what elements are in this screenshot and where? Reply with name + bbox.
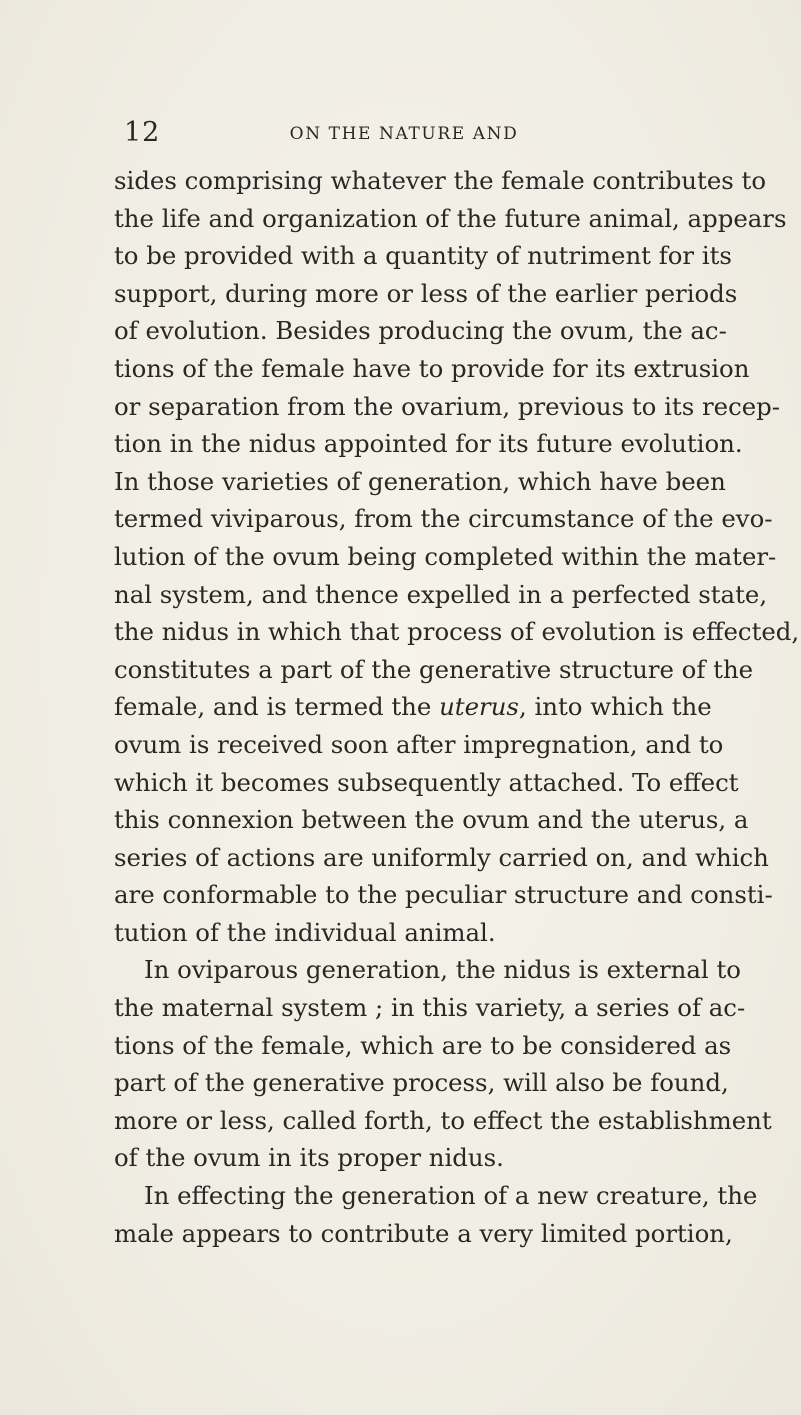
text-line: termed viviparous, from the circumstance of the evo-	[114, 504, 773, 534]
text-line: the life and organization of the future animal, appears	[114, 203, 787, 233]
text-line: series of actions are uniformly carried on, and which	[114, 842, 769, 872]
text-line-with-italic	[114, 688, 712, 726]
text-line: or separation from the ovarium, previous to its recep-	[114, 391, 781, 421]
text-line: support, during more or less of the earlier periods	[114, 278, 738, 308]
text-line: are conformable to the peculiar structure and consti-	[114, 880, 773, 910]
text-line: sides comprising whatever the female contributes to	[114, 166, 767, 195]
italic-term-uterus: uterus	[439, 692, 519, 722]
text-line: tion in the nidus appointed for its future evolution.	[114, 429, 743, 459]
paragraph-start: In effecting the generation of a new creature, the	[144, 1181, 758, 1211]
text-line: In those varieties of generation, which have been	[114, 466, 726, 496]
text-line: lution of the ovum being completed within the mater-	[114, 541, 777, 571]
text-line: constitutes a part of the generative structure of the	[114, 654, 754, 684]
running-title: ON THE NATURE AND	[289, 124, 519, 144]
text-line: the nidus in which that process of evolution is effected,	[114, 617, 800, 647]
text-line: the maternal system ; in this variety, a series of ac-	[114, 993, 746, 1023]
text-line: nal system, and thence expelled in a perfected state,	[114, 579, 768, 609]
text-run: female, and is termed the	[114, 692, 440, 722]
text-line: tions of the female, which are to be considered as	[114, 1030, 732, 1060]
text-line: which it becomes subsequently attached. To effect	[114, 767, 739, 797]
paragraph-start: In oviparous generation, the nidus is external to	[144, 955, 741, 985]
text-line: tions of the female have to provide for its extrusion	[114, 353, 750, 383]
text-line: male appears to contribute a very limited portion,	[114, 1218, 733, 1248]
text-line: of the ovum in its proper nidus.	[114, 1143, 504, 1173]
page-number: 12	[124, 117, 161, 148]
text-line: more or less, called forth, to effect the establishment	[114, 1105, 772, 1135]
text-line: tution of the individual animal.	[114, 917, 496, 947]
text-line: part of the generative process, will also be found,	[114, 1068, 729, 1098]
text-line: this connexion between the ovum and the uterus, a	[114, 805, 749, 835]
text-line: to be provided with a quantity of nutriment for its	[114, 241, 732, 271]
text-line: ovum is received soon after impregnation, and to	[114, 729, 724, 759]
running-head	[124, 117, 664, 149]
text-line: of evolution. Besides producing the ovum, the ac-	[114, 316, 727, 346]
text-run: , into which the	[518, 692, 712, 722]
body-text	[114, 162, 800, 1252]
